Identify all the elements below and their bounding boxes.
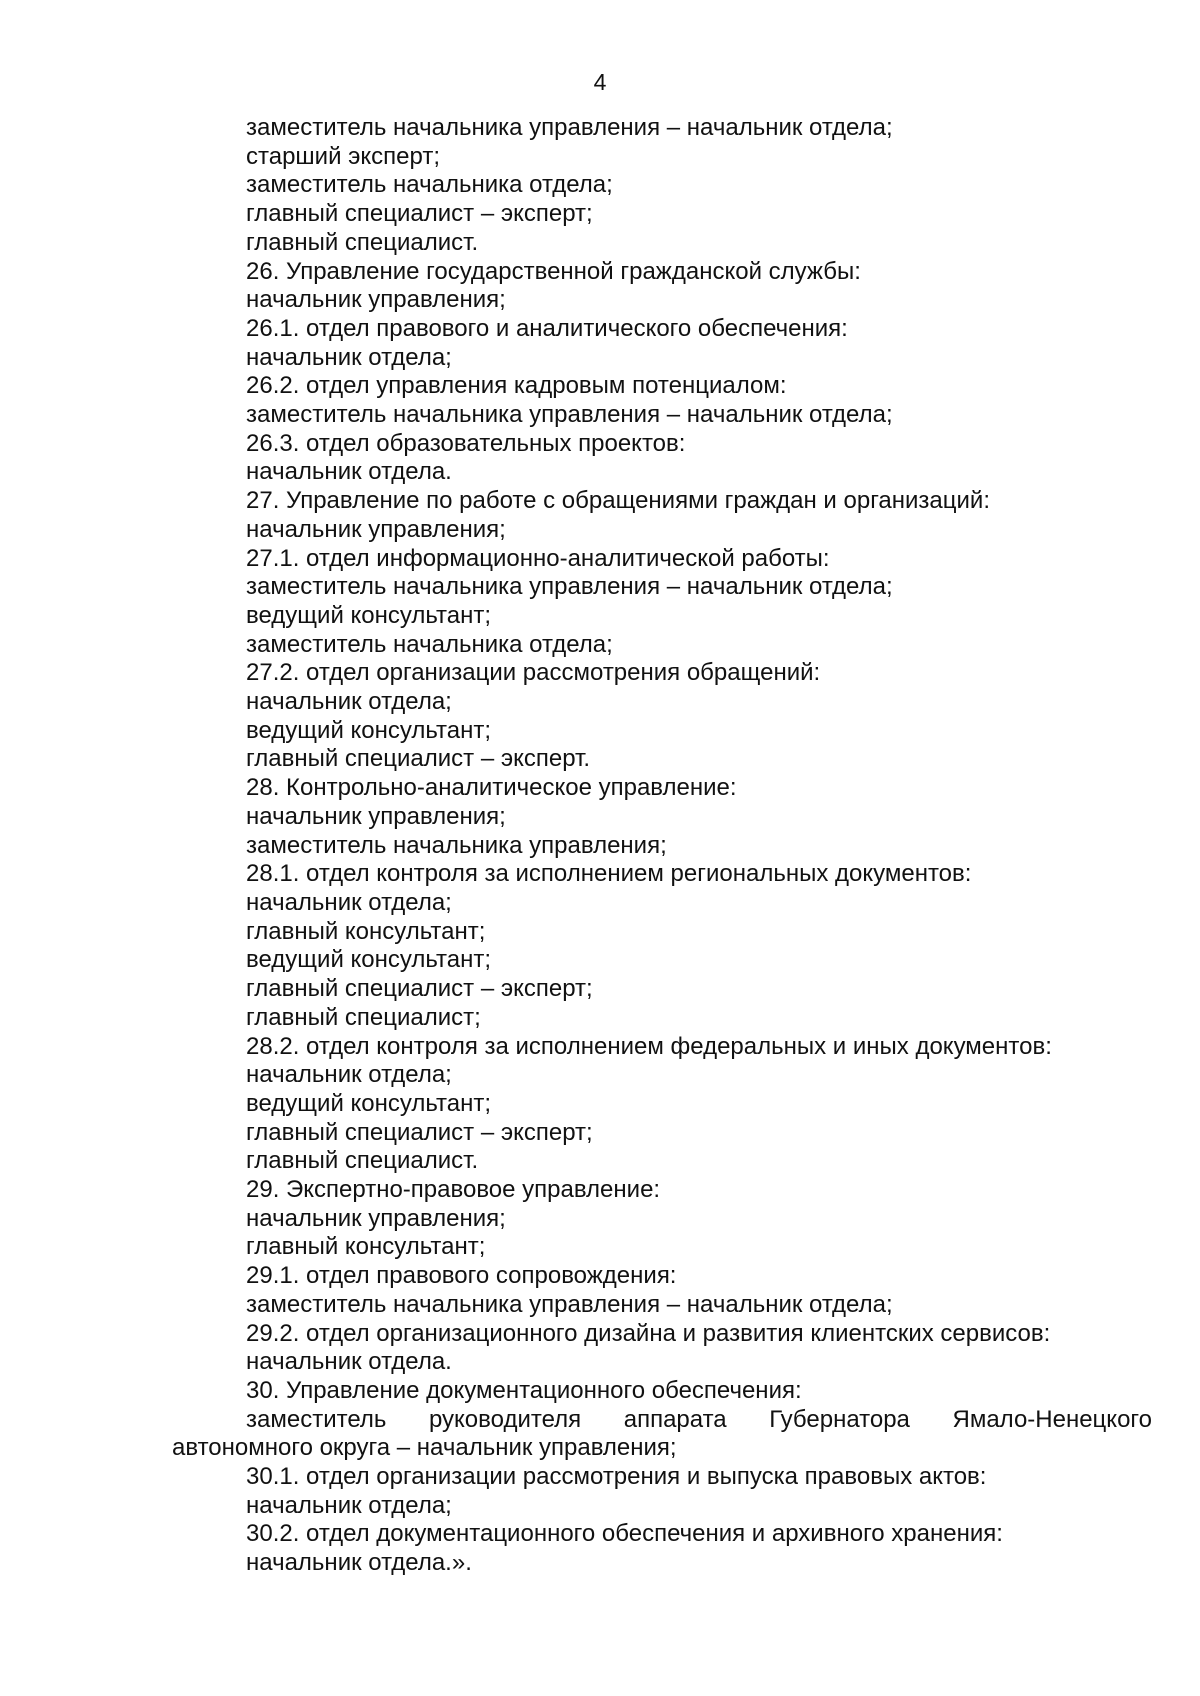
text-line: главный специалист – эксперт; <box>246 975 593 1003</box>
section-heading: 29. Экспертно-правовое управление: <box>246 1176 661 1204</box>
document-body <box>172 114 1152 1578</box>
text-line: заместитель начальника отдела; <box>246 171 613 199</box>
subsection-heading: 28.1. отдел контроля за исполнением региональных документов: <box>246 860 972 888</box>
text-line: заместитель начальника управления – начальник отдела; <box>246 1290 893 1318</box>
text-line: главный специалист – эксперт; <box>246 200 593 228</box>
text-line: начальник управления; <box>246 286 506 314</box>
text-line: главный специалист – эксперт; <box>246 1118 593 1146</box>
subsection-heading: 29.2. отдел организационного дизайна и развития клиентских сервисов: <box>246 1319 1051 1347</box>
subsection-heading: 26.1. отдел правового и аналитического обеспечения: <box>246 314 848 342</box>
text-line: главный специалист – эксперт. <box>246 745 591 773</box>
text-line: начальник отдела. <box>246 458 452 486</box>
section-heading: 30. Управление документационного обеспечения: <box>246 1376 802 1404</box>
section-heading: 27. Управление по работе с обращениями граждан и организаций: <box>246 487 990 515</box>
text-line: начальник управления; <box>246 515 506 543</box>
subsection-heading: 26.3. отдел образовательных проектов: <box>246 429 686 457</box>
text-line: начальник отдела; <box>246 688 452 716</box>
subsection-heading: 30.2. отдел документационного обеспечения и архивного хранения: <box>246 1520 1003 1548</box>
text-line: главный специалист. <box>246 228 479 256</box>
section-heading: 28. Контрольно-аналитическое управление: <box>246 774 737 802</box>
page-number: 4 <box>593 69 607 95</box>
text-line: начальник отдела; <box>246 1491 452 1519</box>
subsection-heading: 28.2. отдел контроля за исполнением федеральных и иных документов: <box>246 1032 1052 1060</box>
text-line: ведущий консультант; <box>246 601 491 629</box>
text-line: начальник отдела; <box>246 1061 452 1089</box>
text-line: начальник отдела; <box>246 343 452 371</box>
subsection-heading: 26.2. отдел управления кадровым потенциалом: <box>246 372 787 400</box>
text-line: заместитель начальника управления – начальник отдела; <box>246 401 893 429</box>
text-line: старший эксперт; <box>246 142 440 170</box>
text-line: главный консультант; <box>246 917 486 945</box>
subsection-heading: 27.2. отдел организации рассмотрения обращений: <box>246 659 821 687</box>
text-line: заместитель начальника отдела; <box>246 630 613 658</box>
text-line: начальник отдела; <box>246 888 452 916</box>
text-line: главный специалист; <box>246 1003 481 1031</box>
text-line: ведущий консультант; <box>246 946 491 974</box>
text-line: начальник отдела.». <box>246 1549 472 1577</box>
subsection-heading: 30.1. отдел организации рассмотрения и выпуска правовых актов: <box>246 1463 987 1491</box>
text-line: начальник управления; <box>246 802 506 830</box>
text-line: заместитель начальника управления; <box>246 831 667 859</box>
text-line: заместитель начальника управления – начальник отдела; <box>246 573 893 601</box>
text-line: заместитель начальника управления – начальник отдела; <box>246 114 893 141</box>
subsection-heading: 29.1. отдел правового сопровождения: <box>246 1262 677 1290</box>
text-line: ведущий консультант; <box>246 716 491 744</box>
text-line: начальник отдела. <box>246 1348 452 1376</box>
text-line: ведущий консультант; <box>246 1089 491 1117</box>
subsection-heading: 27.1. отдел информационно-аналитической работы: <box>246 544 830 572</box>
paragraph-continuation: автономного округа – начальник управления; <box>172 1434 677 1462</box>
justified-paragraph-line: заместитель руководителя аппарата Губернатора Ямало-Ненецкого <box>246 1405 1152 1433</box>
text-line: начальник управления; <box>246 1204 506 1232</box>
text-line: главный консультант; <box>246 1233 486 1261</box>
text-line: главный специалист. <box>246 1147 479 1175</box>
section-heading: 26. Управление государственной гражданской службы: <box>246 257 861 285</box>
